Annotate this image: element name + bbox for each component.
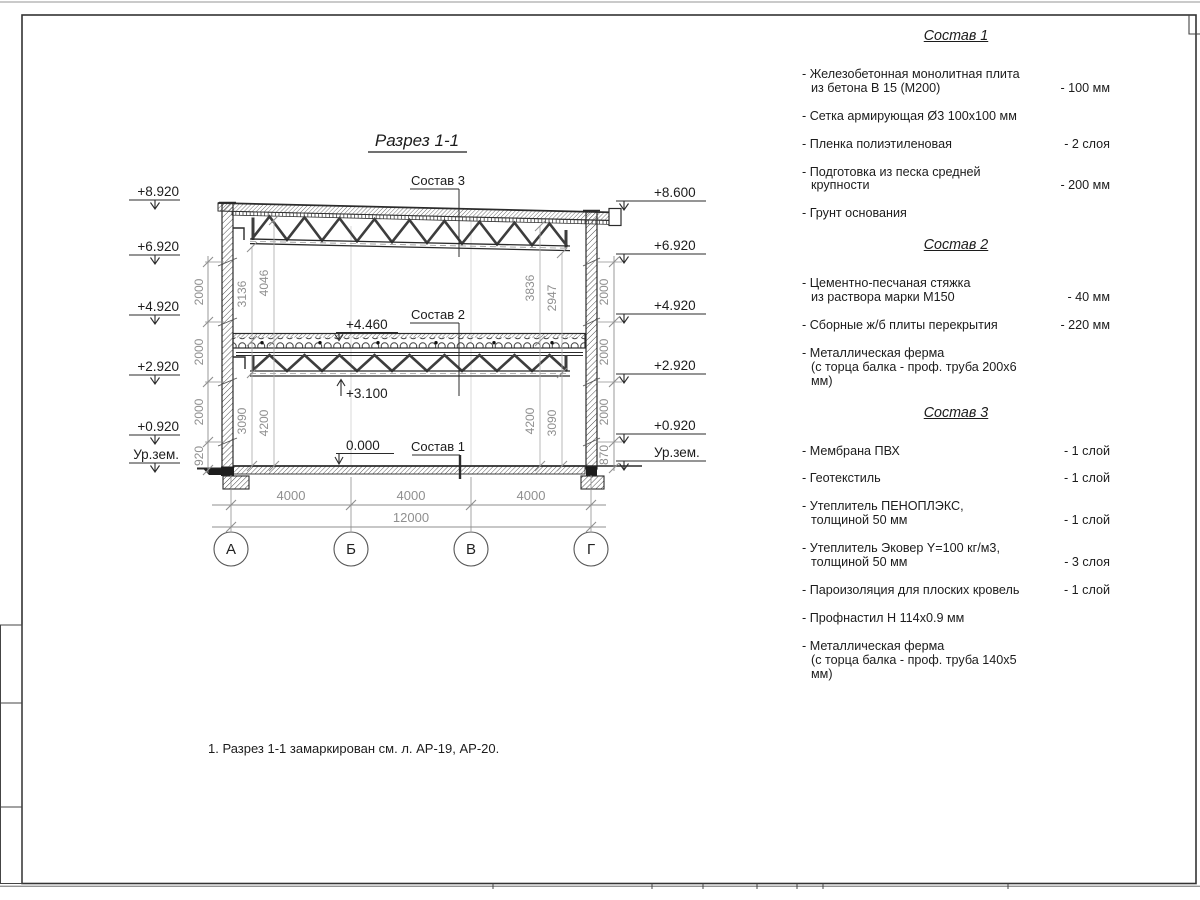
floor-assembly <box>233 334 585 377</box>
svg-text:+4.460: +4.460 <box>346 317 388 332</box>
elev-left-1: +6.920 <box>137 239 179 254</box>
dim-inner-3136: 3136 <box>235 280 249 308</box>
section-title-text: Разрез 1-1 <box>374 131 460 150</box>
leader-floor-label: Состав 2 <box>411 307 465 322</box>
elev-left-4: +0.920 <box>137 419 179 434</box>
spot-mark-truss-bottom <box>337 380 388 402</box>
dim-inner-3090: 3090 <box>235 407 249 435</box>
dim-right-2: 2000 <box>597 398 611 426</box>
hollow-core-slabs <box>233 338 585 349</box>
roof-edge-cap <box>609 209 621 226</box>
title-block-top-edge <box>0 884 1200 890</box>
dim-inner-4200-right: 4200 <box>523 407 537 435</box>
spec-item: - Сетка армирующая Ø3 100х100 мм <box>802 108 1017 123</box>
left-margin-boxes <box>1 625 23 884</box>
spec-item: - Металлическая ферма (с торца балка - проф. труба 140х5 мм) <box>802 638 1017 681</box>
spot-mark-zero-level <box>335 438 394 464</box>
dim-inner-3836: 3836 <box>523 274 537 302</box>
elev-right-2: +4.920 <box>654 298 696 313</box>
spec-item: - Профнастил Н 114х0.9 мм <box>802 610 965 625</box>
elev-right-5: Ур.зем. <box>654 445 700 460</box>
spec-heading-3: Состав 3 <box>923 404 989 421</box>
dim-chain-left <box>192 256 224 475</box>
drawing-note: 1. Разрез 1-1 замаркирован см. л. АР-19, АР-20. <box>208 741 500 756</box>
axis-a: А <box>225 541 237 558</box>
spec-item: - Подготовка из песка средней крупности - 200 мм <box>802 164 1110 193</box>
dim-right-3: 870 <box>597 444 611 466</box>
floor-truss <box>233 353 583 377</box>
spec-item: - Грунт основания <box>802 206 907 221</box>
leader-roof-label: Состав 3 <box>411 173 465 188</box>
dim-inner-2947: 2947 <box>545 284 559 312</box>
elev-left-3: +2.920 <box>137 359 179 374</box>
roof-assembly <box>218 203 621 251</box>
dim-inner-3090-right: 3090 <box>545 409 559 437</box>
dim-left-2: 2000 <box>192 398 206 426</box>
spec-item: - Цементно-песчаная стяжка из раствора марки М150 - 40 мм <box>802 276 1110 305</box>
dim-chain-right <box>596 256 622 473</box>
elevation-marks-left <box>129 184 180 472</box>
elev-right-3: +2.920 <box>654 358 696 373</box>
axis-v: В <box>465 541 477 558</box>
dim-left-0: 2000 <box>192 278 206 306</box>
spec-item: - Железобетонная монолитная плита из бетона В 15 (М200) - 100 мм <box>802 66 1110 95</box>
elevation-marks-right <box>616 185 706 470</box>
axis-b: Б <box>346 541 356 558</box>
elev-left-2: +4.920 <box>137 299 179 314</box>
spec-heading-2: Состав 2 <box>923 237 989 254</box>
dim-span-2: 4000 <box>396 488 426 503</box>
specifications-block <box>802 30 1110 695</box>
elev-right-0: +8.600 <box>654 185 696 200</box>
spec-item: - Утеплитель ПЕНОПЛЭКС, толщиной 50 мм - 1 слой <box>802 499 1110 528</box>
dim-total: 12000 <box>392 510 430 525</box>
dim-right-0: 2000 <box>597 278 611 306</box>
spec-item: - Сборные ж/б плиты перекрытия - 220 мм <box>802 317 1110 332</box>
spec-item: - Металлическая ферма (с торца балка - проф. труба 200х6 мм) <box>802 345 1017 388</box>
elev-right-4: +0.920 <box>654 418 696 433</box>
spec-heading-1: Состав 1 <box>923 28 989 44</box>
elev-left-5: Ур.зем. <box>133 447 179 462</box>
leader-slab-label: Состав 1 <box>411 439 465 454</box>
dim-span-1: 4000 <box>276 488 306 503</box>
leader-floor <box>410 307 465 396</box>
spec-item: - Утеплитель Эковер Y=100 кг/м3, толщиной 50 мм - 3 слоя <box>802 541 1110 570</box>
dim-bottom <box>212 475 606 532</box>
ground-slab <box>197 466 642 489</box>
spec-item: - Мембрана ПВХ - 1 слой <box>802 443 1110 458</box>
elev-right-1: +6.920 <box>654 238 696 253</box>
dim-span-3: 4000 <box>516 488 546 503</box>
svg-text:0.000: 0.000 <box>346 438 380 453</box>
elev-left-0: +8.920 <box>137 184 179 199</box>
right-footing <box>581 476 604 489</box>
axis-g: Г <box>586 541 596 558</box>
dim-inner-4200-left: 4200 <box>257 409 271 437</box>
spec-item: - Пленка полиэтиленовая - 2 слоя <box>802 136 1110 151</box>
spec-item: - Геотекстиль - 1 слой <box>802 471 1110 486</box>
axis-bubbles <box>214 532 608 566</box>
spec-item: - Пароизоляция для плоских кровель - 1 слой <box>802 582 1110 597</box>
dim-right-1: 2000 <box>597 338 611 366</box>
dim-inner-4046: 4046 <box>257 269 271 297</box>
dim-left-3: 920 <box>192 445 206 467</box>
left-footing <box>223 476 249 489</box>
svg-text:+3.100: +3.100 <box>346 386 388 401</box>
drawing-title <box>368 131 467 152</box>
dim-left-1: 2000 <box>192 338 206 366</box>
